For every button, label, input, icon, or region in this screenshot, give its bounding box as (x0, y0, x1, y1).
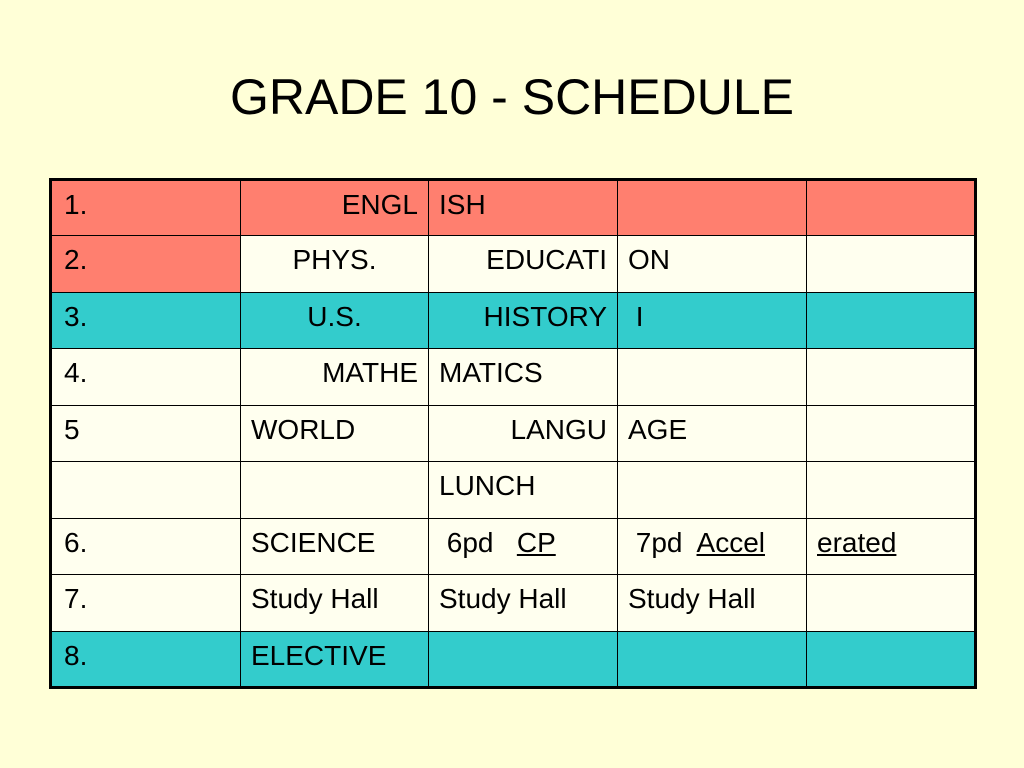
table-cell (807, 462, 976, 518)
table-cell (618, 180, 807, 236)
table-cell (807, 292, 976, 348)
table-row (51, 518, 976, 574)
table-cell: PHYS. (241, 236, 429, 292)
table-cell: ELECTIVE (241, 631, 429, 688)
cell-text: 6pd (439, 526, 494, 558)
period-cell: 1. (51, 180, 241, 236)
table-cell (807, 236, 976, 292)
period-cell (51, 462, 241, 518)
period-cell: 2. (51, 236, 241, 292)
table-cell: MATHE (241, 349, 429, 405)
underlined-text: erated (817, 526, 897, 558)
table-cell (618, 631, 807, 688)
table-cell (807, 349, 976, 405)
table-cell (618, 349, 807, 405)
underlined-text: Accel (696, 526, 765, 558)
table-cell (807, 518, 976, 574)
table-cell: HISTORY (429, 292, 618, 348)
period-cell: 3. (51, 292, 241, 348)
period-cell: 7. (51, 575, 241, 631)
table-cell (241, 462, 429, 518)
table-row (51, 575, 976, 631)
table-cell: MATICS (429, 349, 618, 405)
table-cell: AGE (618, 405, 807, 461)
table-cell: ISH (429, 180, 618, 236)
underlined-text: CP (516, 526, 556, 558)
table-row (51, 631, 976, 688)
table-row (51, 180, 976, 236)
table-row (51, 462, 976, 518)
schedule-table (49, 178, 977, 689)
table-row (51, 236, 976, 292)
table-cell: LANGU (429, 405, 618, 461)
table-cell: Study Hall (429, 575, 618, 631)
table-cell: Study Hall (618, 575, 807, 631)
table-row (51, 292, 976, 348)
period-cell: 5 (51, 405, 241, 461)
table-cell: ON (618, 236, 807, 292)
table-row (51, 405, 976, 461)
table-cell (429, 631, 618, 688)
table-cell (618, 518, 807, 574)
period-cell: 8. (51, 631, 241, 688)
period-cell: 6. (51, 518, 241, 574)
table-cell: WORLD (241, 405, 429, 461)
slide-title: GRADE 10 - SCHEDULE (229, 69, 795, 125)
cell-text: 7pd (628, 526, 683, 558)
table-cell: EDUCATI (429, 236, 618, 292)
table-cell (618, 462, 807, 518)
table-cell: SCIENCE (241, 518, 429, 574)
table-cell (807, 575, 976, 631)
table-row (51, 349, 976, 405)
table-cell (807, 631, 976, 688)
table-cell: ENGL (241, 180, 429, 236)
table-cell: Study Hall (241, 575, 429, 631)
period-cell: 4. (51, 349, 241, 405)
table-cell: I (618, 292, 807, 348)
table-cell: U.S. (241, 292, 429, 348)
table-cell (429, 518, 618, 574)
table-cell (807, 180, 976, 236)
table-cell: LUNCH (429, 462, 618, 518)
table-cell (807, 405, 976, 461)
